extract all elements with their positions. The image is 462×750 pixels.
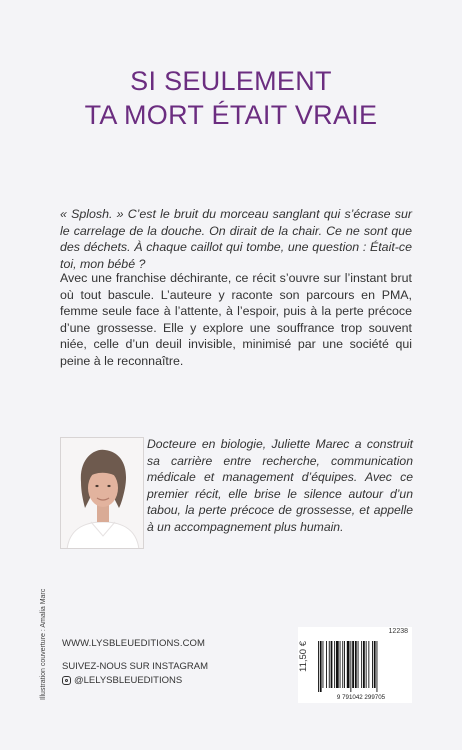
author-photo xyxy=(60,437,144,549)
barcode-bar xyxy=(366,641,367,688)
barcode-bar xyxy=(331,641,333,688)
barcode-bar xyxy=(347,641,350,688)
instagram-handle: @LELYSBLEUEDITIONS xyxy=(74,675,183,686)
barcode-bar xyxy=(342,641,343,688)
price-label: 11,50 € xyxy=(298,641,309,672)
barcode-bar xyxy=(334,641,335,688)
barcode-bar xyxy=(361,641,362,688)
barcode-bar xyxy=(377,641,378,692)
barcode-bar xyxy=(320,641,322,692)
illustration-credit: Illustration couverture : Amalia Marc xyxy=(40,588,47,700)
book-title xyxy=(0,64,462,132)
instagram-icon xyxy=(62,676,71,685)
blurb-text: Avec une franchise déchirante, ce récit s’ouvre sur l’instant brut où tout bascule. L’auteure y raconte son parcours en PMA, femme seule face à l’attente, à l’espoir, puis à la perte précoce d’une grossesse. Elle y explore une souffrance trop souvent niée, celle d’un deuil invisible, minimisé par une société qui peine à le reconnaître. xyxy=(60,271,412,368)
barcode-bar xyxy=(340,641,341,688)
title-line-2: TA MORT ÉTAIT VRAIE xyxy=(84,100,378,130)
barcode-box xyxy=(298,627,412,703)
isbn-digits: 9 791042 299705 xyxy=(336,694,386,701)
instagram-follow-text: SUIVEZ-NOUS SUR INSTAGRAM xyxy=(62,661,209,672)
barcode-bar xyxy=(336,641,339,688)
barcode-bar xyxy=(355,641,357,688)
product-code: 12238 xyxy=(388,628,408,635)
author-portrait-image xyxy=(61,438,144,549)
barcode-bar xyxy=(358,641,359,688)
isbn-barcode xyxy=(315,639,407,701)
barcode-bar xyxy=(368,641,369,688)
barcode-bar xyxy=(329,641,330,688)
instagram-handle-link[interactable] xyxy=(62,675,182,686)
barcode-bar xyxy=(374,641,376,688)
author-bio: Docteure en biologie, Juliette Marec a construit sa carrière entre recherche, communication médicale et management d’équipes. Avec ce premier récit, elle brise le silence autour d’un tabou, la perte précoce de grossesse, et appelle à un accompagnement plus humain. xyxy=(147,437,413,534)
barcode-bar xyxy=(372,641,373,688)
barcode-bar xyxy=(352,641,354,688)
barcode-bars xyxy=(318,641,377,692)
barcode-bar xyxy=(323,641,324,688)
barcode-bar xyxy=(318,641,319,692)
title-line-1: SI SEULEMENT xyxy=(130,66,332,96)
barcode-bar xyxy=(326,641,327,688)
barcode-bar xyxy=(350,641,351,692)
barcode-bar xyxy=(363,641,365,688)
opening-quote: « Splosh. » C’est le bruit du morceau sanglant qui s’écrase sur le carrelage de la douche. On dirait de la chair. Ce ne sont que des déchets. À chaque caillot qui tombe, une question : Était-ce toi, mon bébé ? xyxy=(60,207,412,271)
barcode-bar xyxy=(344,641,345,688)
publisher-website-link[interactable]: WWW.LYSBLEUEDITIONS.COM xyxy=(62,638,206,649)
